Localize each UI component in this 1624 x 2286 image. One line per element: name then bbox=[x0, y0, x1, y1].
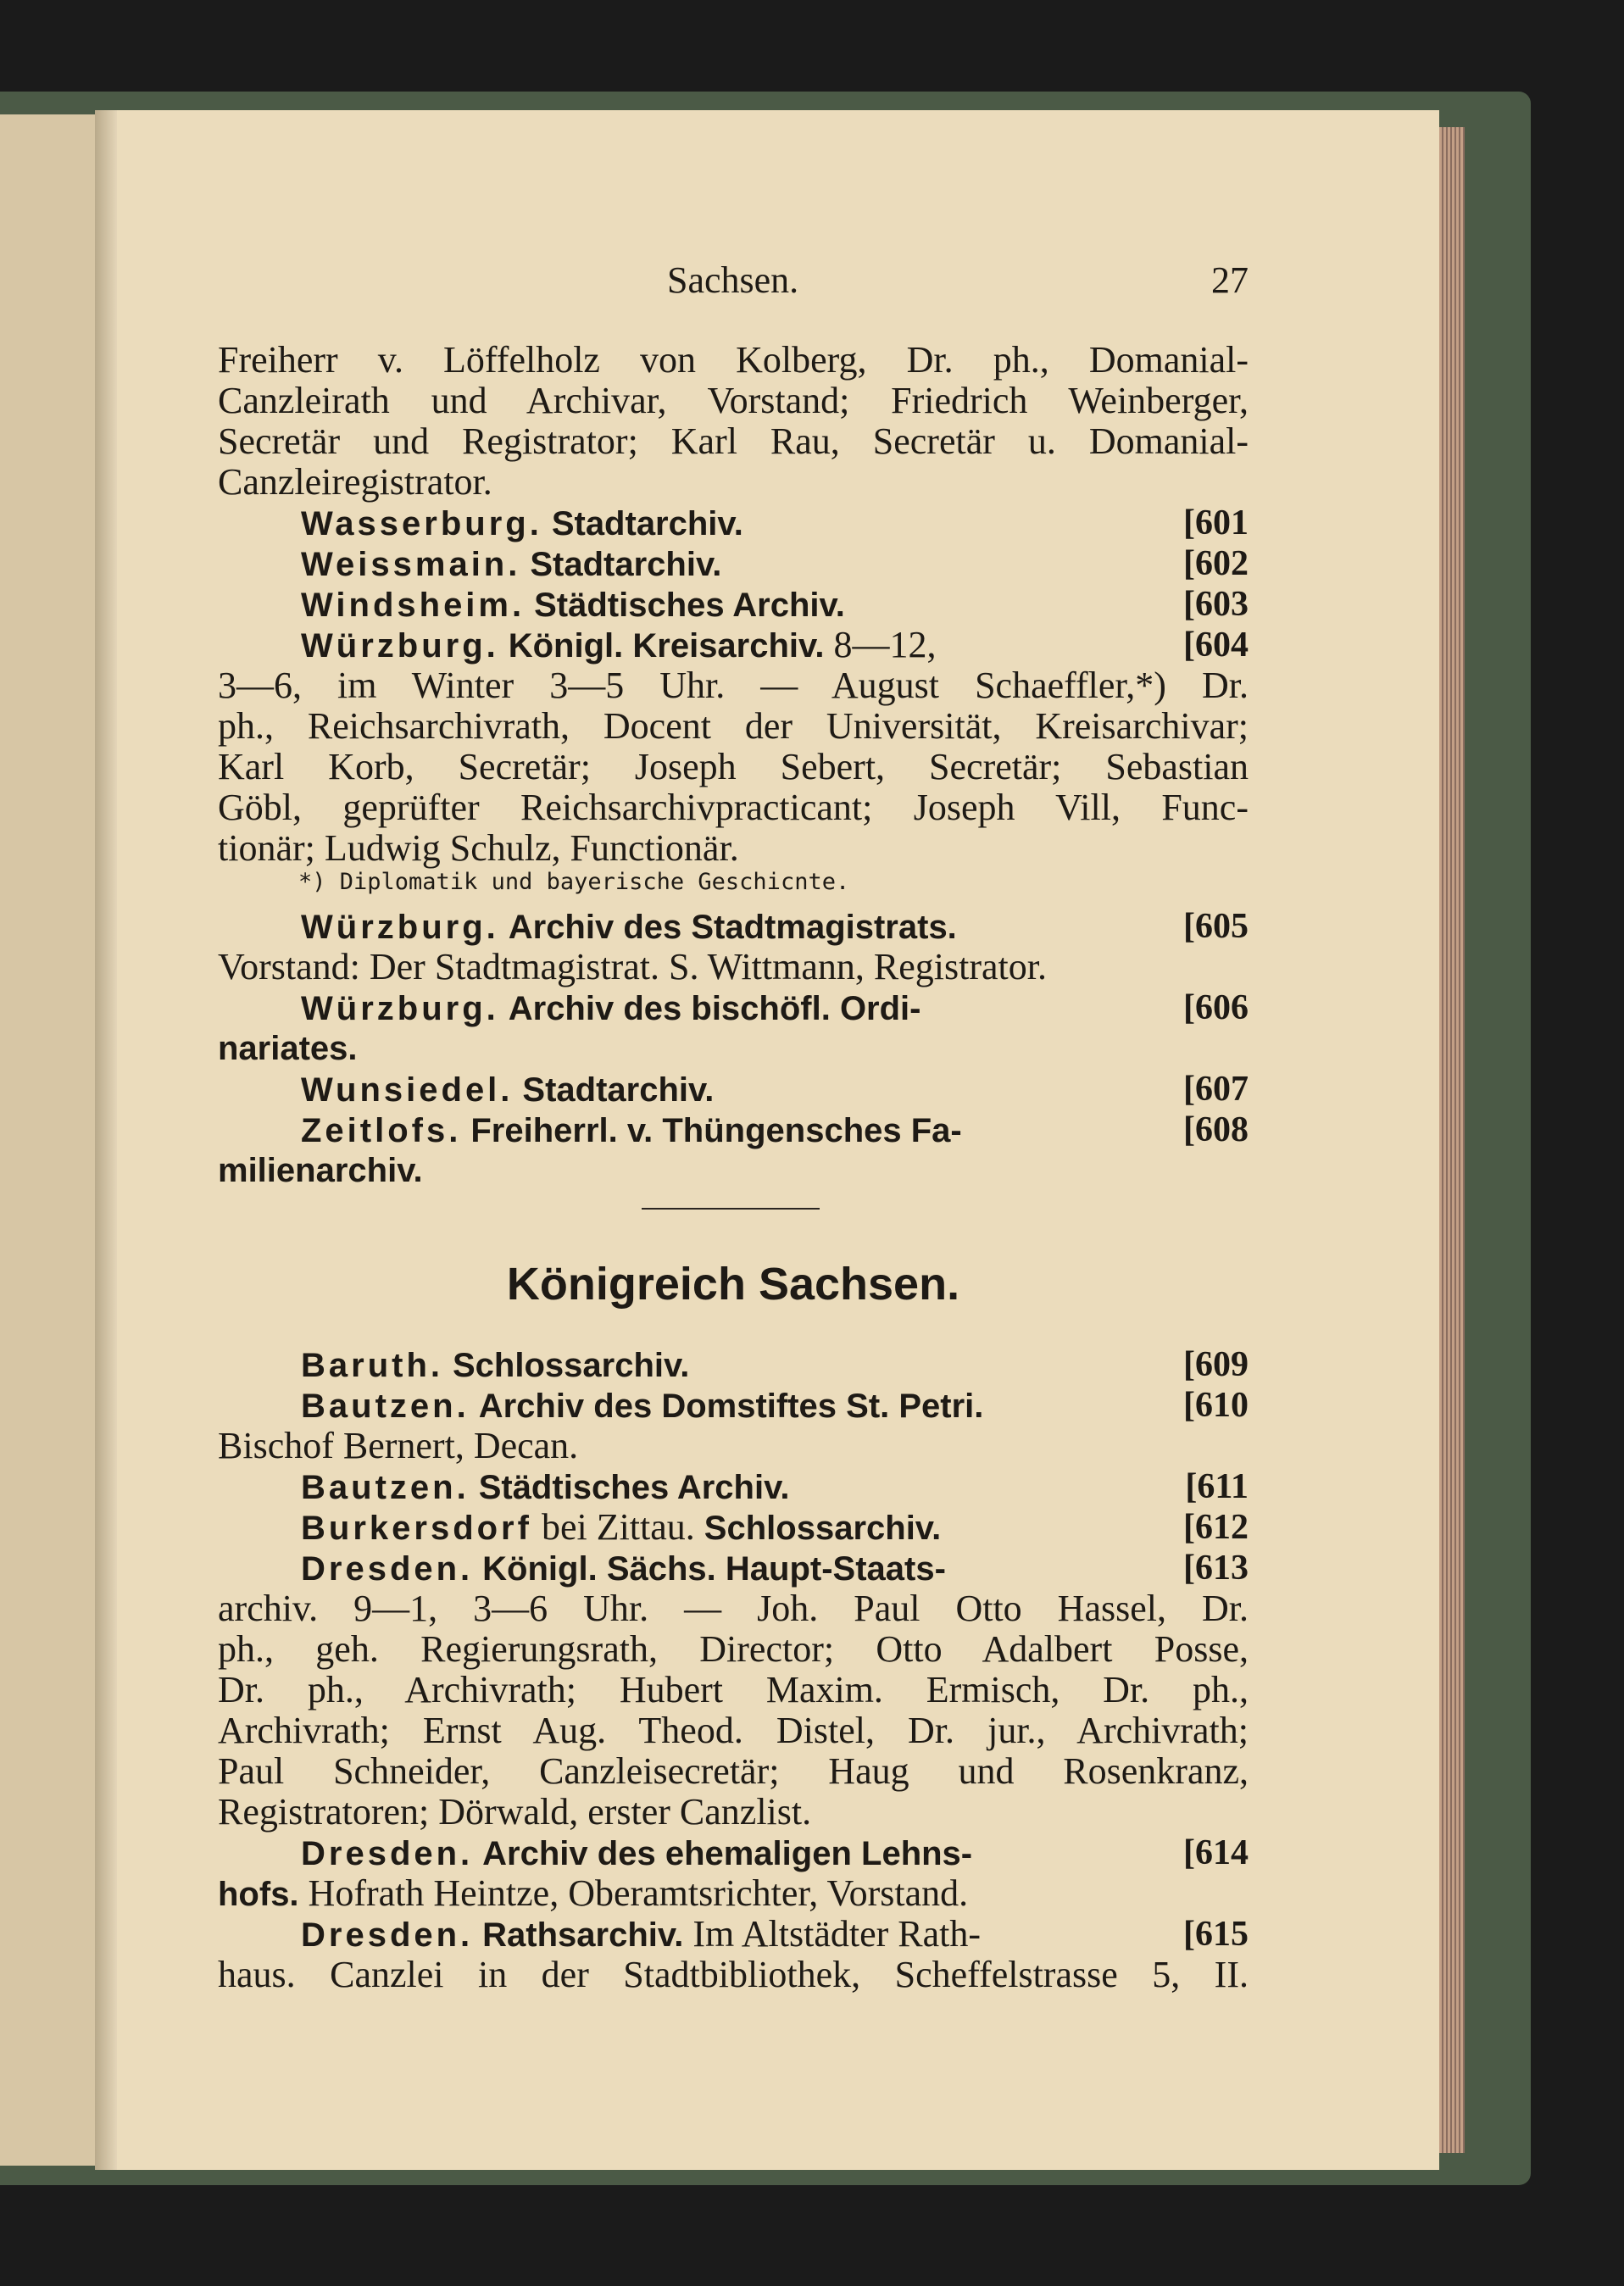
entry-place: Bautzen. bbox=[301, 1388, 470, 1425]
entry-605 bbox=[301, 905, 1249, 948]
entry-place: Wunsiedel. bbox=[301, 1071, 514, 1109]
entry-place: Baruth. bbox=[301, 1347, 443, 1384]
entry-607 bbox=[301, 1068, 1249, 1111]
page-edges bbox=[1439, 127, 1465, 2153]
entry-604 bbox=[301, 624, 1249, 667]
text-line: Vorstand: Der Stadtmagistrat. S. Wittmann, Registrator. bbox=[218, 946, 1047, 987]
entry-place: Dresden. bbox=[301, 1835, 474, 1872]
text-line: Paul Schneider, Canzleisecretär; Haug und Rosenkranz, bbox=[218, 1750, 1249, 1792]
entry-title: Archiv des ehemaligen Lehns- bbox=[482, 1835, 973, 1872]
text-line: Archivrath; Ernst Aug. Theod. Distel, Dr. jur., Archivrath; bbox=[218, 1710, 1249, 1751]
entry-602 bbox=[301, 542, 1249, 586]
text-line: tionär; Ludwig Schulz, Functionär. bbox=[218, 827, 739, 869]
entry-601 bbox=[301, 502, 1249, 545]
entry-number: [613 bbox=[1183, 1549, 1249, 1588]
entry-place: Wasserburg. bbox=[301, 505, 542, 542]
entry-609 bbox=[301, 1343, 1249, 1387]
header-title: Sachsen. bbox=[667, 259, 799, 301]
entry-title: Städtisches Archiv. bbox=[478, 1469, 790, 1506]
entry-place: Burkersdorf bbox=[301, 1510, 532, 1547]
entry-number: [603 bbox=[1183, 585, 1249, 624]
section-title: Königreich Sachsen. bbox=[506, 1259, 960, 1310]
entry-614-line2 bbox=[218, 1872, 1249, 1916]
entry-place: Dresden. bbox=[301, 1550, 474, 1588]
text-line: Freiherr v. Löffelholz von Kolberg, Dr. ph., Domanial- bbox=[218, 339, 1249, 381]
entry-location: bei Zittau. bbox=[541, 1506, 695, 1548]
entry-place: Windsheim. bbox=[301, 587, 526, 624]
text-line: Göbl, geprüfter Reichsarchivpracticant; Joseph Vill, Func- bbox=[218, 787, 1249, 828]
entry-place: Bautzen. bbox=[301, 1469, 470, 1506]
entry-place: Zeitlofs. bbox=[301, 1112, 462, 1149]
text-line: Dr. ph., Archivrath; Hubert Maxim. Ermisch, Dr. ph., bbox=[218, 1669, 1249, 1710]
entry-title: Schlossarchiv. bbox=[704, 1510, 942, 1547]
entry-number: [601 bbox=[1183, 503, 1249, 542]
entry-title: Rathsarchiv. bbox=[482, 1916, 684, 1954]
text-line: 3—6, im Winter 3—5 Uhr. — August Schaeffler,*) Dr. bbox=[218, 665, 1249, 706]
entry-place: Dresden. bbox=[301, 1916, 474, 1954]
entry-number: [609 bbox=[1183, 1345, 1249, 1384]
entry-612 bbox=[301, 1506, 1249, 1549]
text-line: Karl Korb, Secretär; Joseph Sebert, Secretär; Sebastian bbox=[218, 746, 1249, 787]
entry-611 bbox=[301, 1466, 1249, 1509]
page-number: 27 bbox=[1211, 259, 1249, 301]
text-line: Canzleirath und Archivar, Vorstand; Friedrich Weinberger, bbox=[218, 380, 1249, 421]
entry-number: [611 bbox=[1185, 1467, 1249, 1506]
text-line: Secretär und Registrator; Karl Rau, Secretär u. Domanial- bbox=[218, 420, 1249, 462]
entry-title: Städtisches Archiv. bbox=[534, 587, 845, 624]
footnote: *) Diplomatik und bayerische Geschicnte. bbox=[298, 869, 850, 895]
entry-place: Würzburg. bbox=[301, 627, 499, 665]
text-line: archiv. 9—1, 3—6 Uhr. — Joh. Paul Otto Hassel, Dr. bbox=[218, 1588, 1249, 1629]
entry-title: Archiv des Domstiftes St. Petri. bbox=[478, 1388, 984, 1425]
entry-614 bbox=[301, 1832, 1249, 1875]
entry-number: [615 bbox=[1183, 1915, 1249, 1954]
entry-title: Archiv des Stadtmagistrats. bbox=[508, 909, 957, 946]
entry-title: Stadtarchiv. bbox=[530, 546, 722, 583]
entry-continuation: hofs. bbox=[218, 1876, 299, 1913]
left-page bbox=[0, 114, 97, 2166]
entry-title: Königl. Sächs. Haupt-Staats- bbox=[482, 1550, 946, 1588]
text-line: nariates. bbox=[218, 1030, 358, 1067]
entry-title: Stadtarchiv. bbox=[522, 1071, 715, 1109]
text-line: milienarchiv. bbox=[218, 1152, 423, 1189]
gutter bbox=[95, 110, 117, 2170]
entry-615 bbox=[301, 1913, 1249, 1956]
text-line: Registratoren; Dörwald, erster Canzlist. bbox=[218, 1791, 812, 1833]
text-line: ph., geh. Regierungsrath, Director; Otto Adalbert Posse, bbox=[218, 1628, 1249, 1670]
entry-title: Archiv des bischöfl. Ordi- bbox=[508, 990, 921, 1027]
entry-title: Stadtarchiv. bbox=[551, 505, 743, 542]
entry-title: Schlossarchiv. bbox=[453, 1347, 690, 1384]
section-divider bbox=[642, 1208, 820, 1210]
entry-title: Freiherrl. v. Thüngensches Fa- bbox=[470, 1112, 962, 1149]
entry-number: [605 bbox=[1183, 907, 1249, 946]
entry-603 bbox=[301, 583, 1249, 626]
text-line: ph., Reichsarchivrath, Docent der Universität, Kreisarchivar; bbox=[218, 705, 1249, 747]
entry-610 bbox=[301, 1384, 1249, 1427]
entry-details: Hofrath Heintze, Oberamtsrichter, Vorstand. bbox=[308, 1872, 969, 1914]
entry-613 bbox=[301, 1547, 1249, 1590]
entry-608 bbox=[301, 1109, 1249, 1152]
text-line: Canzleiregistrator. bbox=[218, 461, 492, 503]
entry-number: [614 bbox=[1183, 1833, 1249, 1872]
entry-number: [606 bbox=[1183, 988, 1249, 1027]
entry-number: [607 bbox=[1183, 1070, 1249, 1109]
text-line: haus. Canzlei in der Stadtbibliothek, Scheffelstrasse 5, II. bbox=[218, 1954, 1249, 1995]
entry-number: [610 bbox=[1183, 1386, 1249, 1425]
entry-place: Würzburg. bbox=[301, 909, 499, 946]
entry-location: Im Altstädter Rath- bbox=[692, 1913, 982, 1955]
entry-place: Weissmain. bbox=[301, 546, 521, 583]
entry-number: [608 bbox=[1183, 1110, 1249, 1149]
entry-title: Königl. Kreisarchiv. bbox=[508, 627, 825, 665]
running-header bbox=[218, 259, 1249, 309]
entry-number: [604 bbox=[1183, 626, 1249, 665]
entry-number: [612 bbox=[1183, 1508, 1249, 1547]
text-line: Bischof Bernert, Decan. bbox=[218, 1425, 579, 1466]
entry-number: [602 bbox=[1183, 544, 1249, 583]
entry-606 bbox=[301, 987, 1249, 1030]
entry-place: Würzburg. bbox=[301, 990, 499, 1027]
entry-hours: 8—12, bbox=[833, 624, 937, 665]
